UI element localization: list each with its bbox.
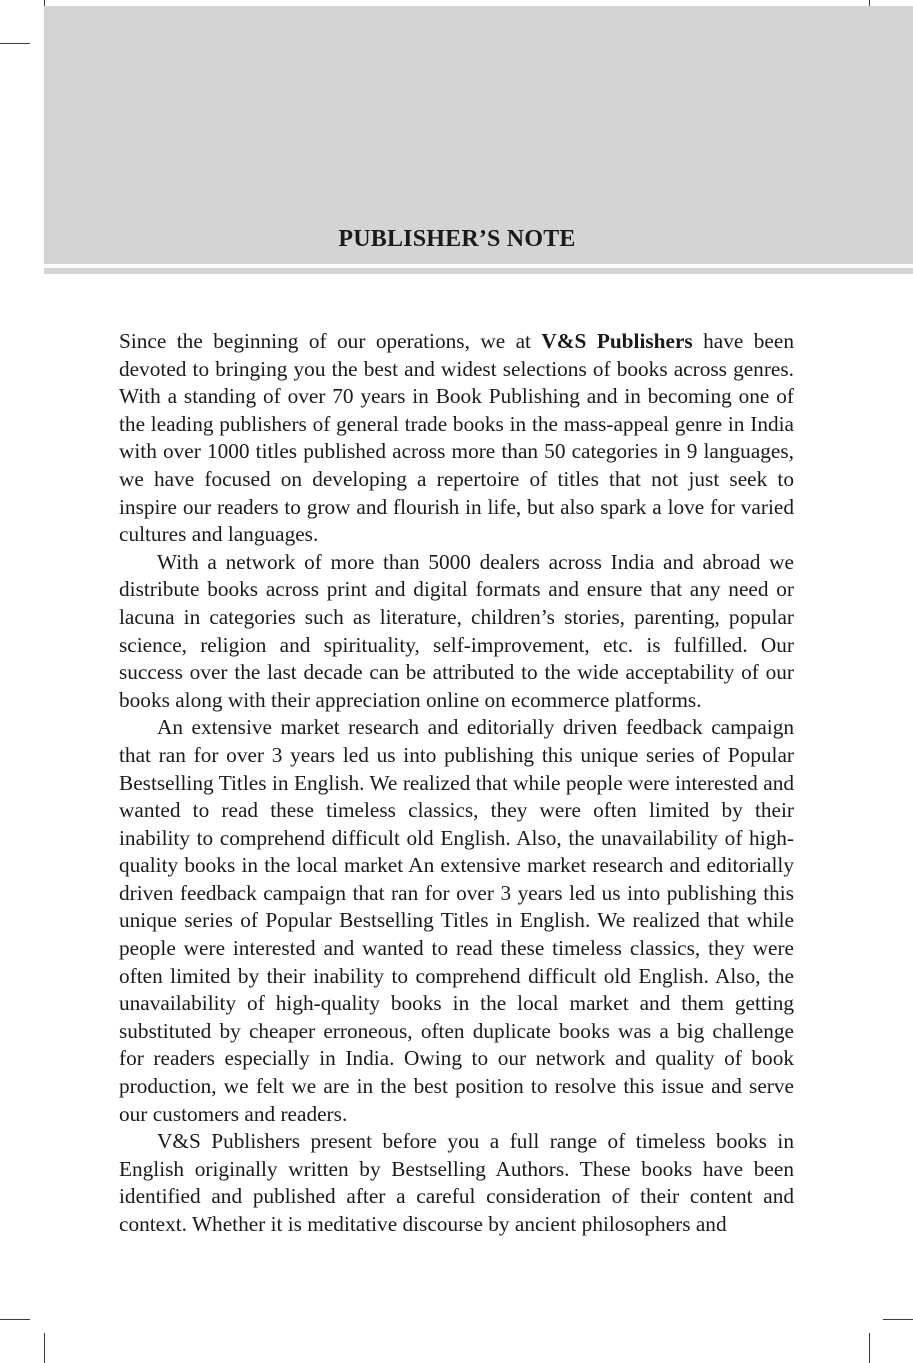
crop-mark-bottom-right-vertical: [869, 1333, 870, 1363]
crop-mark-bottom-left-horizontal: [0, 1319, 30, 1320]
paragraph-1-text-end: have been devoted to bringing you the best and widest selections of books across genres. With a standing of over 70 years in Book Publishing and in becoming one of the leading publishers of general trade books in the mass-appeal genre in India with over 1000 titles published across more than 50 categories in 9 languages, we have focused on developing a repertoire of titles that not just seek to inspire our readers to grow and flourish in life, but also spark a love for varied cultures and languages.: [119, 329, 794, 547]
paragraph-1-text-start: Since the beginning of our operations, we at: [119, 329, 542, 353]
note-body: [119, 328, 794, 1239]
paragraph-3: An extensive market research and editorially driven feedback campaign that ran for over 3 years led us into publishing this unique series of Popular Bestselling Titles in English. We realized that while people were interested and wanted to read these timeless classics, they were often limited by their inability to comprehend difficult old English. Also, the unavailability of high-quality books in the local market An extensive market research and editorially driven feedback campaign that ran for over 3 years led us into publishing this unique series of Popular Bestselling Titles in English. We realized that while people were interested and wanted to read these timeless classics, they were often limited by their inability to comprehend difficult old English. Also, the unavailability of high-quality books in the local market and them getting substituted by cheaper erroneous, often duplicate books was a big challenge for readers especially in India. Owing to our network and quality of book production, we felt we are in the best position to resolve this issue and serve our customers and readers.: [119, 715, 794, 1126]
crop-mark-bottom-right-horizontal: [883, 1319, 913, 1320]
header-rule: [44, 268, 913, 274]
publisher-name: V&S Publishers: [541, 329, 693, 353]
paragraph-4: V&S Publishers present before you a full range of timeless books in English originally written by Bestselling Authors. These books have been identified and published after a careful consideration of their content and context. Whether it is meditative discourse by ancient philosophers and: [119, 1129, 794, 1236]
paragraph-1: [119, 328, 794, 549]
paragraph-2: With a network of more than 5000 dealers across India and abroad we distribute books across print and digital formats and ensure that any need or lacuna in categories such as literature, children’s stories, parenting, popular science, religion and spirituality, self-improvement, etc. is fulfilled. Our success over the last decade can be attributed to the wide acceptability of our books along with their appreciation online on ecommerce platforms.: [119, 549, 794, 712]
crop-mark-bottom-left-vertical: [44, 1333, 45, 1363]
crop-mark-top-left-horizontal: [0, 43, 30, 44]
page-title: PUBLISHER’S NOTE: [338, 226, 576, 252]
